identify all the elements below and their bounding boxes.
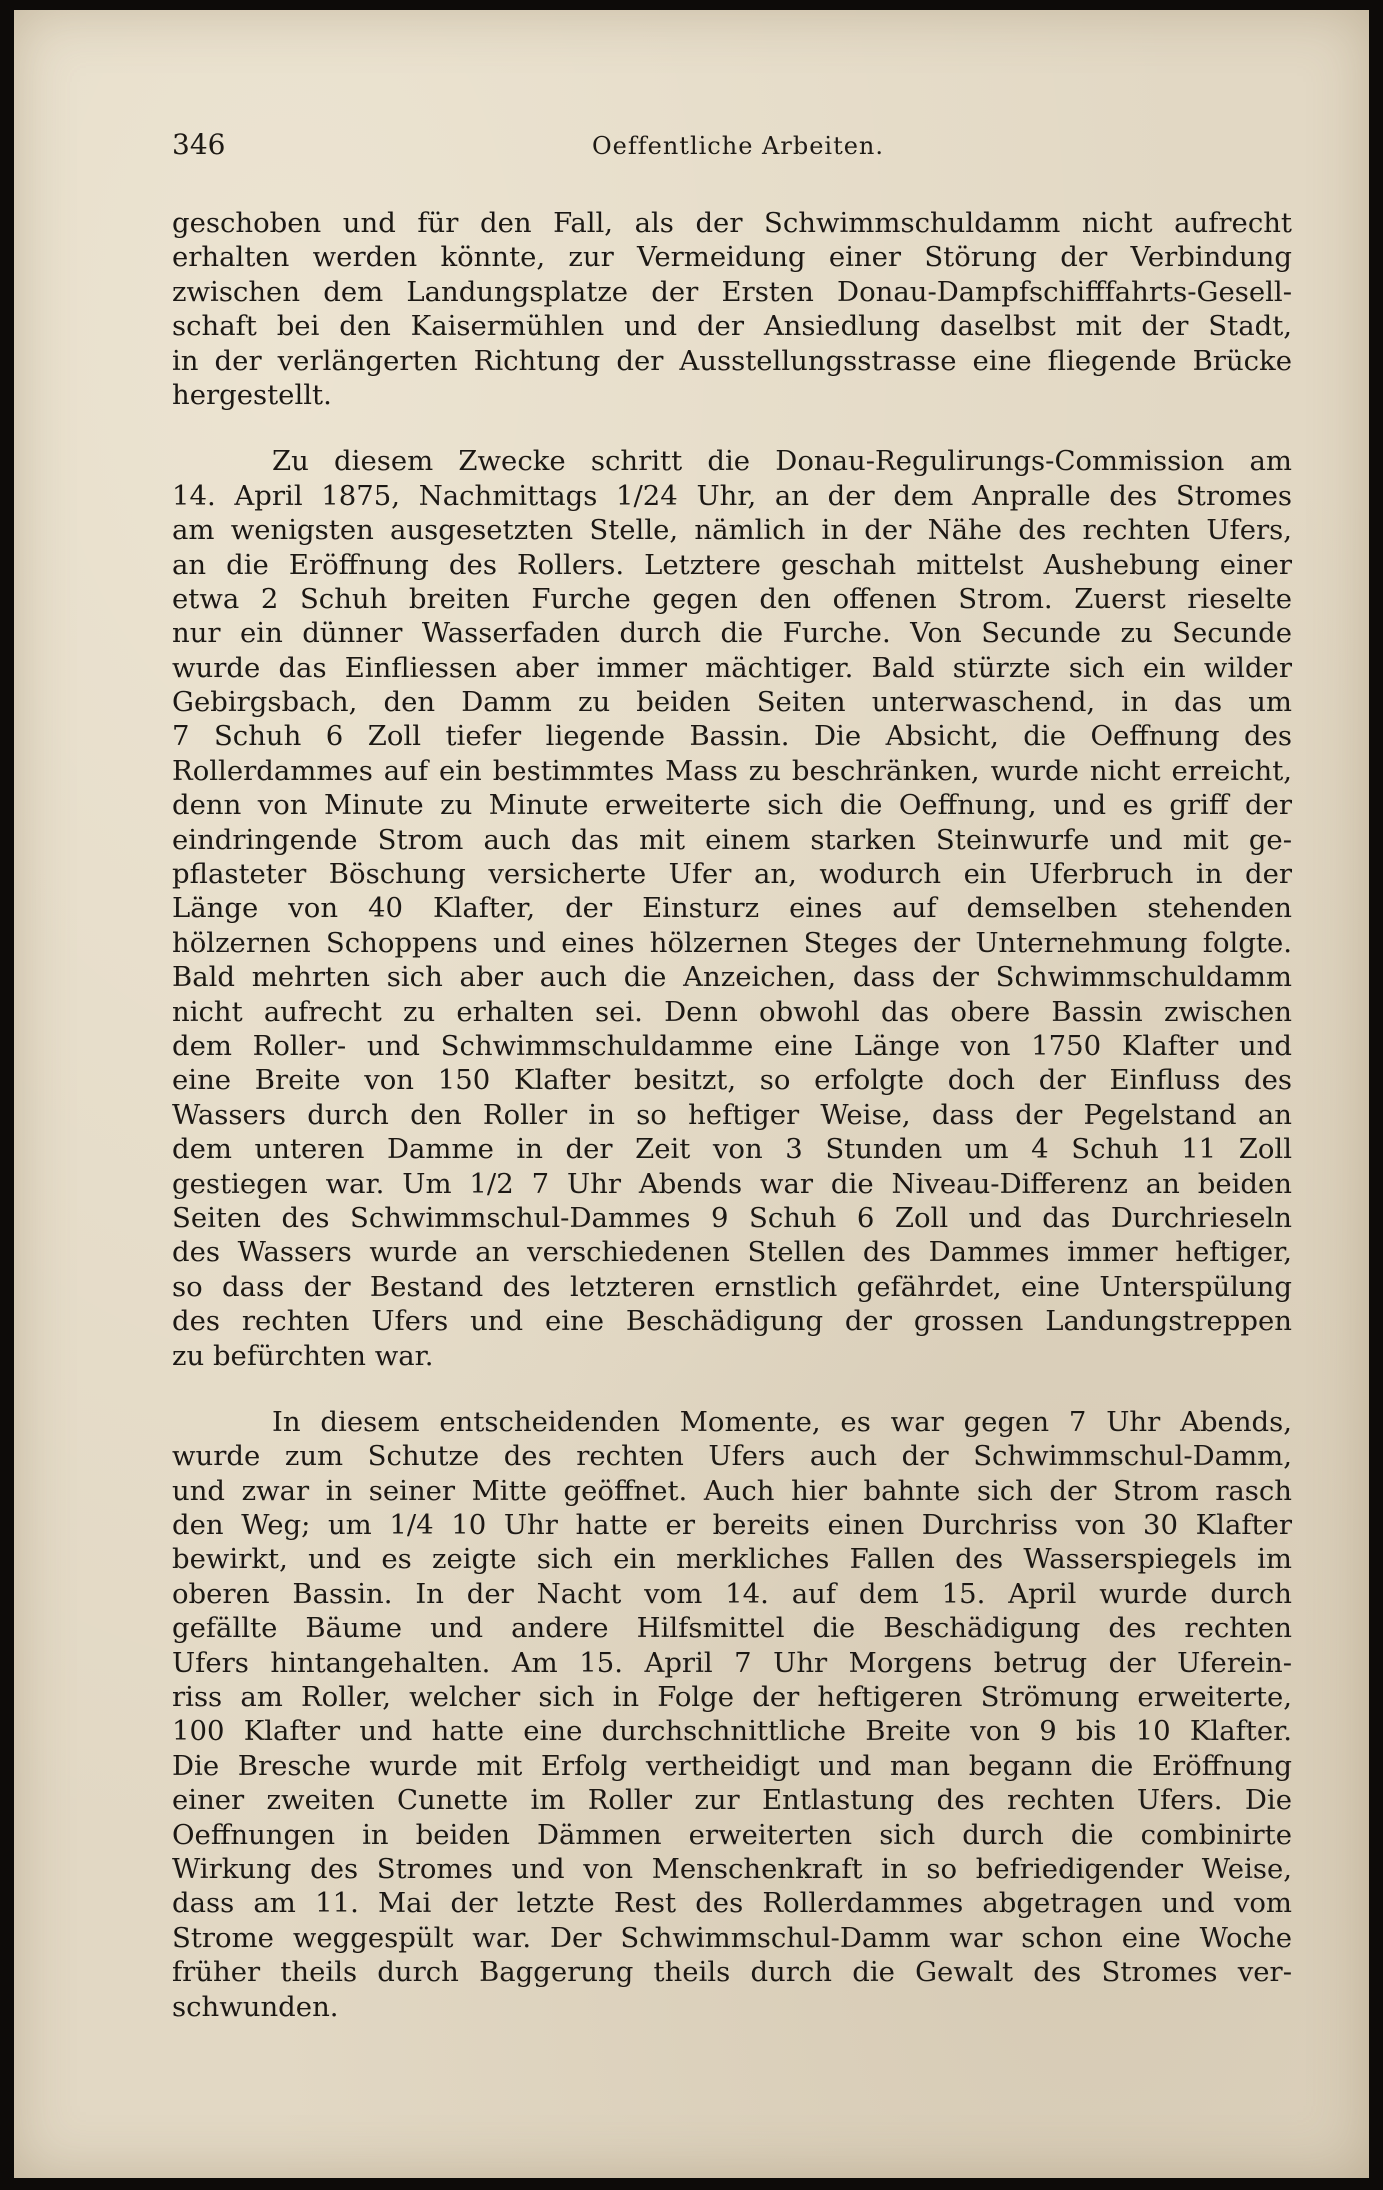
text-line: Gebirgsbach, den Damm zu beiden Seiten unterwaschend, in das um: [172, 686, 1292, 719]
text-line: Seiten des Schwimmschul-Dammes 9 Schuh 6 Zoll und das Durchrieseln: [172, 1201, 1292, 1234]
body-text: [172, 206, 1292, 2056]
text-line: schaft bei den Kaisermühlen und der Ansiedlung daselbst mit der Stadt,: [172, 310, 1292, 343]
text-line: 7 Schuh 6 Zoll tiefer liegende Bassin. Die Absicht, die Oeffnung des: [172, 720, 1292, 753]
text-line: zwischen dem Landungsplatze der Ersten Donau-Dampfschifffahrts-Gesell-: [172, 275, 1292, 308]
book-page: [14, 10, 1369, 2178]
text-line: denn von Minute zu Minute erweiterte sich die Oeffnung, und es griff der: [172, 789, 1292, 822]
page-number: 346: [172, 128, 226, 161]
text-line: dem unteren Damme in der Zeit von 3 Stunden um 4 Schuh 11 Zoll: [172, 1133, 1292, 1166]
text-line: nur ein dünner Wasserfaden durch die Furche. Von Secunde zu Secunde: [172, 617, 1292, 650]
text-line: erhalten werden könnte, zur Vermeidung einer Störung der Verbindung: [172, 241, 1292, 274]
text-line: am wenigsten ausgesetzten Stelle, nämlich in der Nähe des rechten Ufers,: [172, 514, 1292, 547]
text-line: an die Eröffnung des Rollers. Letztere geschah mittelst Aushebung einer: [172, 548, 1292, 581]
text-line: hergestellt.: [172, 378, 332, 411]
text-line: Zu diesem Zwecke schritt die Donau-Regulirungs-Commission am: [272, 445, 1292, 478]
text-line: etwa 2 Schuh breiten Furche gegen den offenen Strom. Zuerst rieselte: [172, 582, 1292, 615]
text-line: zu befürchten war.: [172, 1339, 434, 1372]
text-line: Wirkung des Stromes und von Menschenkraft in so befriedigender Weise,: [172, 1852, 1292, 1885]
text-line: einer zweiten Cunette im Roller zur Entlastung des rechten Ufers. Die: [172, 1784, 1292, 1817]
text-line: eindringende Strom auch das mit einem starken Steinwurfe und mit ge-: [172, 823, 1292, 856]
running-title: Oeffentliche Arbeiten.: [592, 132, 885, 160]
text-line: 100 Klafter und hatte eine durchschnittliche Breite von 9 bis 10 Klafter.: [172, 1715, 1292, 1748]
text-line: gefällte Bäume und andere Hilfsmittel die Beschädigung des rechten: [172, 1612, 1292, 1645]
text-line: hölzernen Schoppens und eines hölzernen Steges der Unternehmung folgte.: [172, 926, 1292, 959]
text-line: des rechten Ufers und eine Beschädigung der grossen Landungstreppen: [172, 1305, 1292, 1338]
text-line: pflasteter Böschung versicherte Ufer an, wodurch ein Uferbruch in der: [172, 858, 1292, 891]
text-line: früher theils durch Baggerung theils durch die Gewalt des Stromes ver-: [172, 1956, 1292, 1989]
text-line: so dass der Bestand des letzteren ernstlich gefährdet, eine Unterspülung: [172, 1270, 1292, 1303]
text-line: Die Bresche wurde mit Erfolg vertheidigt und man begann die Eröffnung: [172, 1749, 1292, 1782]
text-line: geschoben und für den Fall, als der Schwimmschuldamm nicht aufrecht: [172, 207, 1292, 239]
text-line: Wassers durch den Roller in so heftiger Weise, dass der Pegelstand an: [172, 1098, 1292, 1131]
text-line: in der verlängerten Richtung der Ausstellungsstrasse eine fliegende Brücke: [172, 344, 1292, 377]
text-line: riss am Roller, welcher sich in Folge der heftigeren Strömung erweiterte,: [172, 1681, 1292, 1714]
paragraph-1: [172, 206, 1292, 412]
text-line: Bald mehrten sich aber auch die Anzeichen, dass der Schwimmschuldamm: [172, 961, 1292, 994]
text-line: Länge von 40 Klafter, der Einsturz eines auf demselben stehenden: [172, 892, 1292, 925]
text-line: Rollerdammes auf ein bestimmtes Mass zu beschränken, wurde nicht erreicht,: [172, 754, 1292, 787]
text-line: und zwar in seiner Mitte geöffnet. Auch hier bahnte sich der Strom rasch: [172, 1474, 1292, 1507]
text-line: 14. April 1875, Nachmittags 1/24 Uhr, an der dem Anpralle des Stromes: [172, 479, 1292, 512]
text-line: eine Breite von 150 Klafter besitzt, so erfolgte doch der Einfluss des: [172, 1064, 1292, 1097]
text-line: gestiegen war. Um 1/2 7 Uhr Abends war die Niveau-Differenz an beiden: [172, 1167, 1292, 1200]
text-line: Oeffnungen in beiden Dämmen erweiterten sich durch die combinirte: [172, 1818, 1292, 1851]
running-head: [172, 128, 1292, 168]
text-line: bewirkt, und es zeigte sich ein merkliches Fallen des Wasserspiegels im: [172, 1543, 1292, 1576]
text-line: wurde das Einfliessen aber immer mächtiger. Bald stürzte sich ein wilder: [172, 651, 1292, 684]
text-line: des Wassers wurde an verschiedenen Stellen des Dammes immer heftiger,: [172, 1236, 1292, 1269]
text-line: den Weg; um 1/4 10 Uhr hatte er bereits einen Durchriss von 30 Klafter: [172, 1509, 1292, 1542]
text-line: Strome weggespült war. Der Schwimmschul-Damm war schon eine Woche: [172, 1921, 1292, 1954]
text-line: dem Roller- und Schwimmschuldamme eine Länge von 1750 Klafter und: [172, 1029, 1292, 1062]
text-line: wurde zum Schutze des rechten Ufers auch der Schwimmschul-Damm,: [172, 1440, 1292, 1473]
paragraph-3: [172, 1405, 1292, 2024]
text-line: schwunden.: [172, 1990, 339, 2023]
text-line: Ufers hintangehalten. Am 15. April 7 Uhr Morgens betrug der Uferein-: [172, 1646, 1292, 1679]
text-line: nicht aufrecht zu erhalten sei. Denn obwohl das obere Bassin zwischen: [172, 995, 1292, 1028]
text-line: In diesem entscheidenden Momente, es war gegen 7 Uhr Abends,: [272, 1405, 1292, 1438]
paragraph-2: [172, 444, 1292, 1373]
text-line: dass am 11. Mai der letzte Rest des Rollerdammes abgetragen und vom: [172, 1887, 1292, 1920]
text-line: oberen Bassin. In der Nacht vom 14. auf dem 15. April wurde durch: [172, 1577, 1292, 1610]
